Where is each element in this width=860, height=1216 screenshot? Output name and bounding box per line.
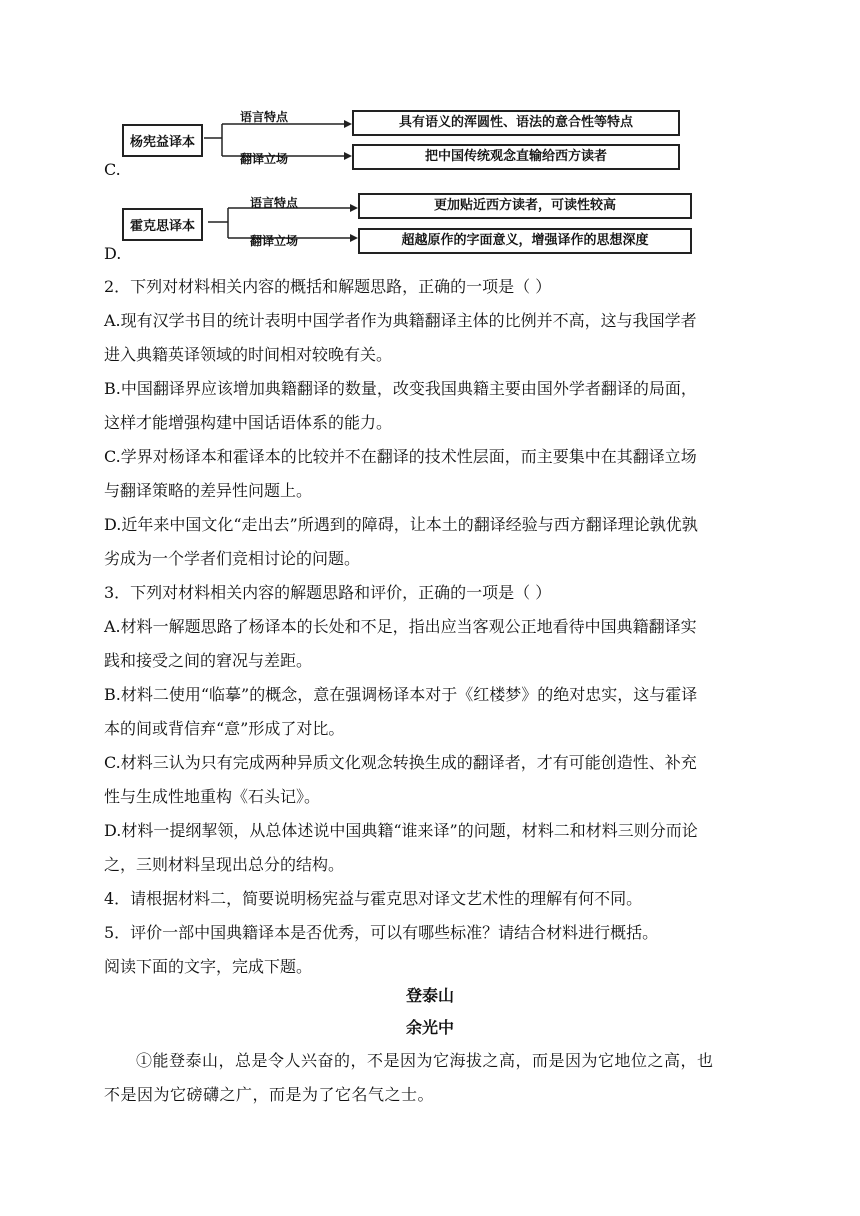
diagram-c-branch-label-1: 语言特点: [240, 110, 289, 124]
q3-option-a-line1: A.材料一解题思路了杨译本的长处和不足，指出应当客观公正地看待中国典籍翻译实: [104, 617, 697, 636]
diagram-d-result-box-1: 更加贴近西方读者，可读性较高: [358, 193, 692, 219]
diagram-d-branch-label-2: 翻译立场: [250, 234, 299, 248]
q2-option-c-line1: C.学界对杨译本和霍译本的比较并不在翻译的技术性层面，而主要集中在其翻译立场: [104, 447, 697, 466]
q3-option-c-line1: C.材料三认为只有完成两种异质文化观念转换生成的翻译者，才有可能创造性、补充: [104, 753, 697, 772]
q5-stem: 5．评价一部中国典籍译本是否优秀，可以有哪些标准？请结合材料进行概括。: [104, 923, 659, 942]
essay-paragraph-1-line2: 不是因为它磅礴之广，而是为了它名气之士。: [104, 1085, 435, 1104]
diagram-d-letter: D.: [104, 244, 122, 263]
q2-option-c-line2: 与翻译策略的差异性问题上。: [104, 481, 313, 500]
diagram-d-branch-label-1: 语言特点: [250, 196, 299, 210]
essay-title: 登泰山: [405, 986, 454, 1005]
diagram-c-result-box-2: 把中国传统观念直输给西方读者: [352, 144, 680, 170]
q3-stem: 3．下列对材料相关内容的解题思路和评价，正确的一项是（ ）: [104, 583, 552, 602]
essay-author: 余光中: [405, 1018, 454, 1037]
diagram-d-source-box: 霍克思译本: [122, 208, 203, 241]
diagram-c-source-box: 杨宪益译本: [122, 124, 203, 157]
q2-stem: 2．下列对材料相关内容的概括和解题思路，正确的一项是（ ）: [104, 277, 552, 296]
diagram-c-result-box-1: 具有语义的浑圆性、语法的意合性等特点: [352, 110, 680, 136]
reading-instruction: 阅读下面的文字，完成下题。: [104, 957, 313, 976]
essay-paragraph-1-line1: ①能登泰山，总是令人兴奋的，不是因为它海拔之高，而是因为它地位之高，也: [136, 1051, 714, 1070]
diagram-c-letter: C.: [104, 160, 121, 179]
diagram-c-branch-label-2: 翻译立场: [240, 152, 289, 166]
q3-option-d-line1: D.材料一提纲挈领，从总体述说中国典籍“谁来译”的问题，材料二和材料三则分而论: [104, 821, 698, 840]
q3-option-c-line2: 性与生成性地重构《石头记》。: [104, 787, 321, 806]
diagram-option-c: [104, 104, 704, 164]
q2-option-a-line2: 进入典籍英译领域的时间相对较晚有关。: [104, 345, 393, 364]
diagram-d-result-box-2: 超越原作的字面意义，增强译作的思想深度: [358, 228, 692, 254]
q2-option-d-line2: 劣成为一个学者们竞相讨论的问题。: [104, 549, 361, 568]
q3-option-a-line2: 践和接受之间的窘况与差距。: [104, 651, 313, 670]
q3-option-b-line2: 本的间或背信弃“意”形成了对比。: [104, 719, 345, 738]
q2-option-b-line2: 这样才能增强构建中国话语体系的能力。: [104, 413, 393, 432]
q4-stem: 4．请根据材料二，简要说明杨宪益与霍克思对译文艺术性的理解有何不同。: [104, 889, 643, 908]
diagram-option-d: [104, 188, 704, 248]
q2-option-d-line1: D.近年来中国文化“走出去”所遇到的障碍，让本土的翻译经验与西方翻译理论孰优孰: [104, 515, 698, 534]
q2-option-b-line1: B.中国翻译界应该增加典籍翻译的数量，改变我国典籍主要由国外学者翻译的局面，: [104, 379, 697, 398]
q3-option-d-line2: 之，三则材料呈现出总分的结构。: [104, 855, 345, 874]
q3-option-b-line1: B.材料二使用“临摹”的概念，意在强调杨译本对于《红楼梦》的绝对忠实，这与霍译: [104, 685, 698, 704]
q2-option-a-line1: A.现有汉学书目的统计表明中国学者作为典籍翻译主体的比例并不高，这与我国学者: [104, 311, 697, 330]
